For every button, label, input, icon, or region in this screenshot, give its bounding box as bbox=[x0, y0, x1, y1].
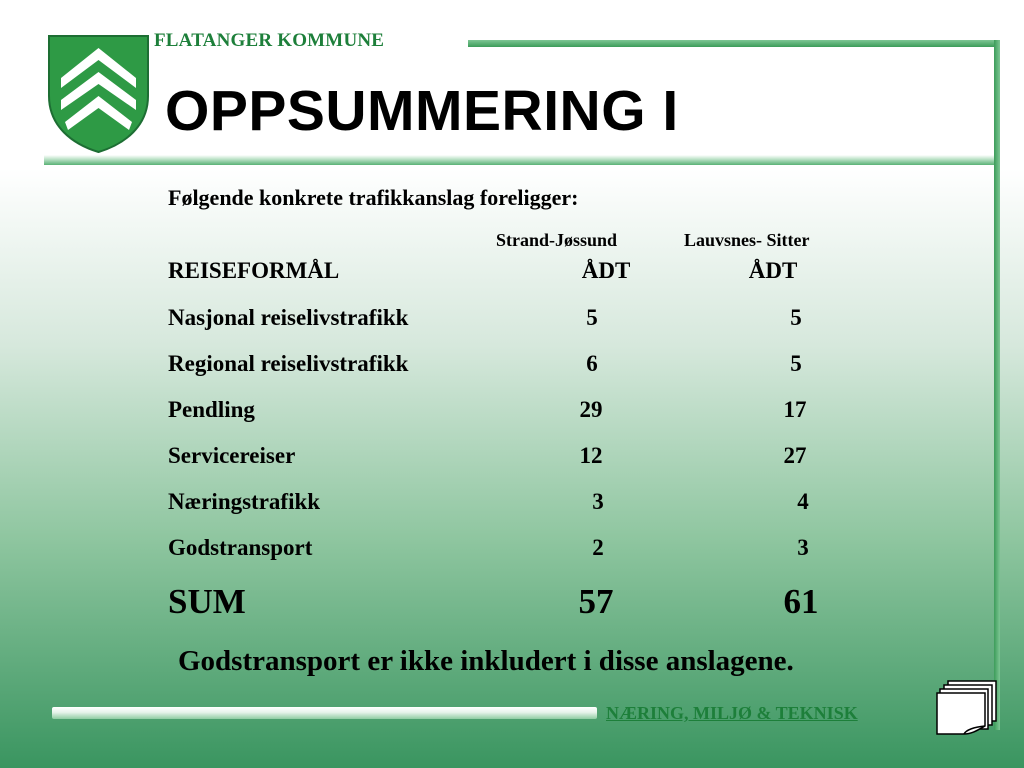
footer-department-link[interactable]: NÆRING, MILJØ & TEKNISK bbox=[606, 703, 858, 723]
table-row bbox=[168, 489, 868, 521]
row-value-col2: 5 bbox=[790, 305, 802, 330]
table-header-row bbox=[168, 258, 868, 290]
row-value-col1: 6 bbox=[586, 351, 598, 376]
row-value-col2: 5 bbox=[790, 351, 802, 376]
header-label: REISEFORMÅL bbox=[168, 258, 340, 283]
sum-label: SUM bbox=[168, 582, 246, 621]
intro-text: Følgende konkrete trafikkanslag foreligger: bbox=[168, 185, 579, 210]
sum-value-col1: 57 bbox=[578, 582, 614, 621]
row-label: Servicereiser bbox=[168, 443, 296, 468]
header-col2: ÅDT bbox=[748, 258, 798, 283]
row-label: Pendling bbox=[168, 397, 255, 422]
row-value-col2: 4 bbox=[797, 489, 809, 514]
sum-value-col2: 61 bbox=[783, 582, 819, 621]
table-row bbox=[168, 305, 868, 337]
slide-title: OPPSUMMERING I bbox=[165, 79, 679, 143]
table-row bbox=[168, 351, 868, 383]
footer-rule bbox=[52, 707, 597, 719]
row-label: Godstransport bbox=[168, 535, 313, 560]
title-divider bbox=[44, 155, 994, 165]
row-label: Nasjonal reiselivstrafikk bbox=[168, 305, 409, 330]
header-col1: ÅDT bbox=[581, 258, 631, 283]
table-row bbox=[168, 443, 868, 475]
row-value-col1: 2 bbox=[592, 535, 604, 560]
footnote: Godstransport er ikke inkludert i disse anslagene. bbox=[178, 645, 794, 677]
row-value-col1: 29 bbox=[579, 397, 603, 422]
row-value-col2: 17 bbox=[783, 397, 807, 422]
row-value-col2: 3 bbox=[797, 535, 809, 560]
row-value-col2: 27 bbox=[783, 443, 807, 468]
document-stack-icon bbox=[936, 680, 1000, 738]
table-row bbox=[168, 535, 868, 567]
municipal-shield-logo bbox=[47, 34, 150, 154]
column-group-lauvsnes-sitter: Lauvsnes- Sitter bbox=[684, 230, 810, 250]
organization-name: FLATANGER KOMMUNE bbox=[154, 30, 385, 51]
row-value-col1: 3 bbox=[592, 489, 604, 514]
table-row bbox=[168, 397, 868, 429]
column-group-strand-jossund: Strand-Jøssund bbox=[496, 230, 618, 250]
row-label: Næringstrafikk bbox=[168, 489, 321, 514]
row-value-col1: 12 bbox=[579, 443, 603, 468]
table-sum-row bbox=[168, 582, 868, 621]
row-value-col1: 5 bbox=[586, 305, 598, 330]
header-rule bbox=[468, 40, 998, 47]
right-rule bbox=[994, 40, 1000, 730]
row-label: Regional reiselivstrafikk bbox=[168, 351, 409, 376]
